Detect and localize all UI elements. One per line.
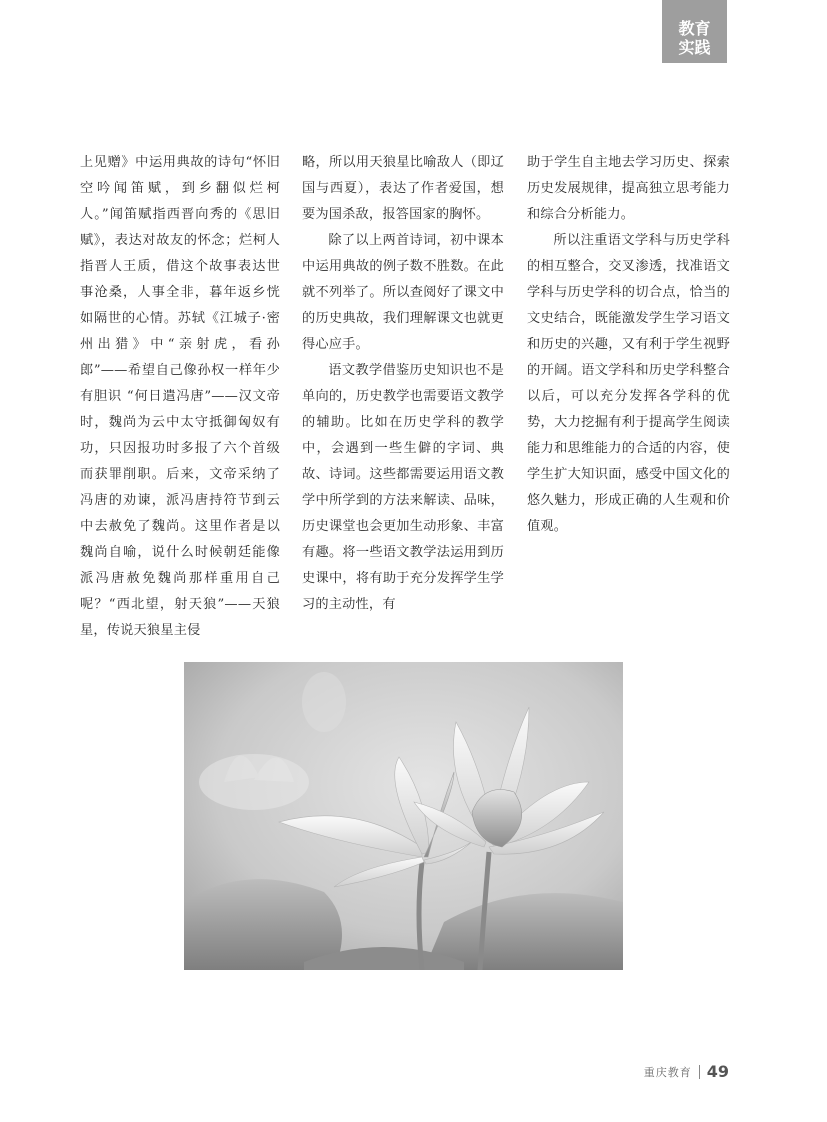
lotus-photo bbox=[184, 662, 623, 970]
page-footer bbox=[644, 1062, 729, 1081]
section-tab-line2: 实践 bbox=[678, 38, 711, 57]
paragraph: 语文教学借鉴历史知识也不是单向的，历史教学也需要语文教学的辅助。比如在历史学科的教学中，会遇到一些生僻的字词、典故、诗词。这些都需要运用语文教学中所学到的方法来解读、品味，历史课堂也会更加生动形象、丰富有趣。将一些语文教学法运用到历史课中，将有助于充分发挥学生学习的主动性，有 bbox=[302, 363, 504, 612]
section-tab bbox=[662, 0, 727, 63]
paragraph: 略，所以用天狼星比喻敌人（即辽国与西夏），表达了作者爱国，想要为国杀敌，报答国家的胸怀。 bbox=[302, 155, 504, 222]
paragraph: 上见赠》中运用典故的诗句“怀旧空吟闻笛赋，到乡翻似烂柯人。”闻笛赋指西晋向秀的《思旧赋》，表达对故友的怀念；烂柯人指晋人王质，借这个故事表达世事沧桑，人事全非，暮年返乡恍如隔世的心情。苏轼《江城子·密州出猎》中“亲射虎，看孙郎”——希望自己像孙权一样年少有胆识 “何日遣冯唐”——汉文帝时，魏尚为云中太守抵御匈奴有功，只因报功时多报了六个首级而获罪削职。后来，文帝采纳了冯唐的劝谏，派冯唐持符节到云中去赦免了魏尚。这里作者是以魏尚自喻，说什么时候朝廷能像派冯唐赦免魏尚那样重用自己呢？“西北望，射天狼”——天狼星，传说天狼星主侵 bbox=[80, 155, 280, 638]
paragraph: 除了以上两首诗词，初中课本中运用典故的例子数不胜数。在此就不列举了。所以查阅好了课文中的历史典故，我们理解课文也就更得心应手。 bbox=[302, 233, 504, 352]
journal-name: 重庆教育 bbox=[643, 1065, 692, 1079]
footer-divider bbox=[699, 1065, 700, 1079]
lotus-illustration bbox=[184, 662, 623, 970]
text-column-3 bbox=[527, 150, 730, 540]
paragraph: 助于学生自主地去学习历史、探索历史发展规律，提高独立思考能力和综合分析能力。 bbox=[527, 155, 730, 222]
paragraph: 所以注重语文学科与历史学科的相互整合，交叉渗透，找准语文学科与历史学科的切合点，恰当的文史结合，既能激发学生学习语文和历史的兴趣，又有利于学生视野的开阔。语文学科和历史学科整合以后，可以充分发挥各学科的优势，大力挖掘有利于提高学生阅读能力和思维能力的合适的内容，使学生扩大知识面，感受中国文化的悠久魅力，形成正确的人生观和价值观。 bbox=[527, 233, 730, 534]
section-tab-line1: 教育 bbox=[678, 19, 711, 38]
text-column-1 bbox=[80, 150, 280, 644]
page-number: 49 bbox=[706, 1062, 729, 1081]
text-column-2 bbox=[302, 150, 504, 618]
leaf-left bbox=[184, 879, 342, 970]
